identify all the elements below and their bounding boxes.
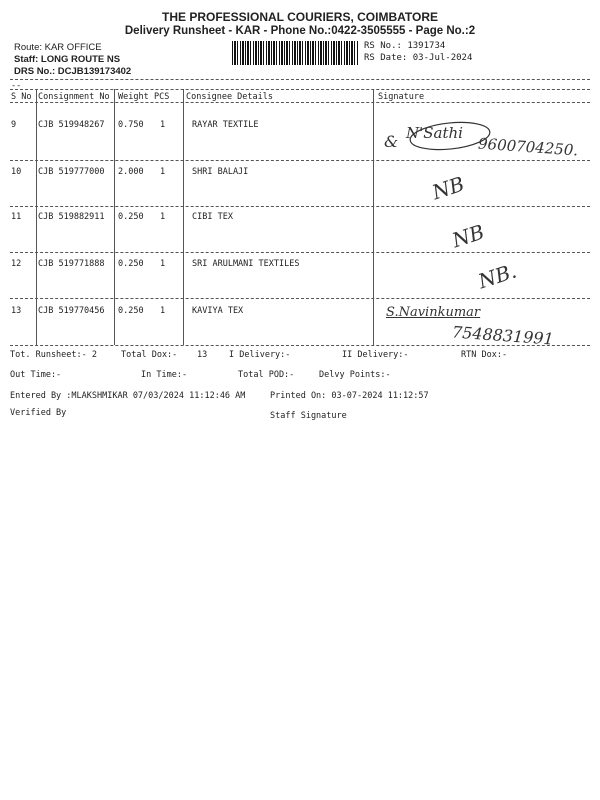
col-header-consignment: Consignment No [38, 92, 110, 102]
total-dox-value: 13 [197, 350, 208, 360]
runsheet-subtitle: Delivery Runsheet - KAR - Phone No.:0422-3505555 - Page No.:2 [124, 25, 476, 37]
signature-row12: NB. [475, 258, 520, 294]
row-weight: 0.250 [118, 212, 144, 222]
rule-row9 [10, 160, 590, 161]
row-weight: 0.250 [118, 259, 144, 269]
signature-prefix: & [384, 132, 399, 151]
company-title: THE PROFESSIONAL COURIERS, COIMBATORE [161, 10, 439, 24]
rtn-dox: RTN Dox:- [461, 350, 508, 360]
signature-row13-phone: 7548831991 [451, 322, 555, 349]
signature-row11: NB [449, 219, 488, 253]
rule-top [10, 79, 590, 80]
route-label: Route: KAR OFFICE [14, 42, 102, 53]
rs-date: RS Date: 03-Jul-2024 [364, 53, 473, 63]
row-sno: 10 [11, 167, 22, 177]
total-pod: Total POD:- [238, 370, 295, 380]
row-weight: 2.000 [118, 167, 144, 177]
row-consignee: KAVIYA TEX [192, 306, 244, 316]
row-consignee: SHRI BALAJI [192, 167, 249, 177]
row-pcs: 1 [160, 259, 166, 269]
total-dox: Total Dox:- [121, 350, 178, 360]
signature-phone: 9600704250. [477, 134, 579, 160]
col-header-pcs: PCS [154, 92, 170, 102]
row-weight: 0.250 [118, 306, 144, 316]
i-delivery: I Delivery:- [229, 350, 291, 360]
printed-on: Printed On: 03-07-2024 11:12:57 [270, 391, 429, 401]
row-pcs: 1 [160, 212, 166, 222]
col-header-consignee: Consignee Details [186, 92, 273, 102]
out-time: Out Time:- [10, 370, 62, 380]
col-header-signature: Signature [378, 92, 425, 102]
verified-by: Verified By [10, 408, 67, 418]
entered-by: Entered By :MLAKSHMIKAR 07/03/2024 11:12:46 AM [10, 391, 246, 401]
row-sno: 12 [11, 259, 22, 269]
row-consignee: RAYAR TEXTILE [192, 120, 259, 130]
row-consignee: SRI ARULMANI TEXTILES [192, 259, 300, 269]
row-consignment: CJB 519777000 [38, 167, 105, 177]
signature-row13-name: S.Navinkumar [386, 305, 481, 320]
col-divider-2 [114, 89, 115, 345]
rs-number: RS No.: 1391734 [364, 41, 446, 51]
row-sno: 13 [11, 306, 22, 316]
col-header-sno: S No [11, 92, 32, 102]
rule-row11 [10, 252, 590, 253]
col-divider-4 [373, 89, 374, 345]
row-consignment: CJB 519770456 [38, 306, 105, 316]
rule-row10 [10, 206, 590, 207]
col-header-weight: Weight [118, 92, 149, 102]
barcode-image [232, 41, 358, 65]
row-pcs: 1 [160, 167, 166, 177]
ii-delivery: II Delivery:- [342, 350, 409, 360]
row-consignee: CIBI TEX [192, 212, 233, 222]
row-sno: 11 [11, 212, 22, 222]
row-consignment: CJB 519948267 [38, 120, 105, 130]
rule-row12 [10, 298, 590, 299]
col-divider-1 [36, 89, 37, 345]
rule-row13 [10, 345, 590, 346]
row-pcs: 1 [160, 306, 166, 316]
row-consignment: CJB 519882911 [38, 212, 105, 222]
staff-label: Staff: LONG ROUTE NS [14, 54, 121, 65]
signature-name: N'Sathi [406, 124, 463, 142]
col-divider-3 [183, 89, 184, 345]
row-sno: 9 [11, 120, 17, 130]
row-consignment: CJB 519771888 [38, 259, 105, 269]
pre-header-marker: -- [11, 81, 22, 91]
signature-row10: NB [429, 171, 468, 205]
drs-number: DRS No.: DCJB139173402 [14, 66, 132, 77]
rule-header-bottom [10, 102, 590, 103]
row-pcs: 1 [160, 120, 166, 130]
delvy-points: Delvy Points:- [319, 370, 391, 380]
rule-header-top [10, 89, 590, 90]
staff-signature: Staff Signature [270, 411, 347, 421]
in-time: In Time:- [141, 370, 188, 380]
row-weight: 0.750 [118, 120, 144, 130]
tot-runsheet: Tot. Runsheet:- 2 [10, 350, 97, 360]
